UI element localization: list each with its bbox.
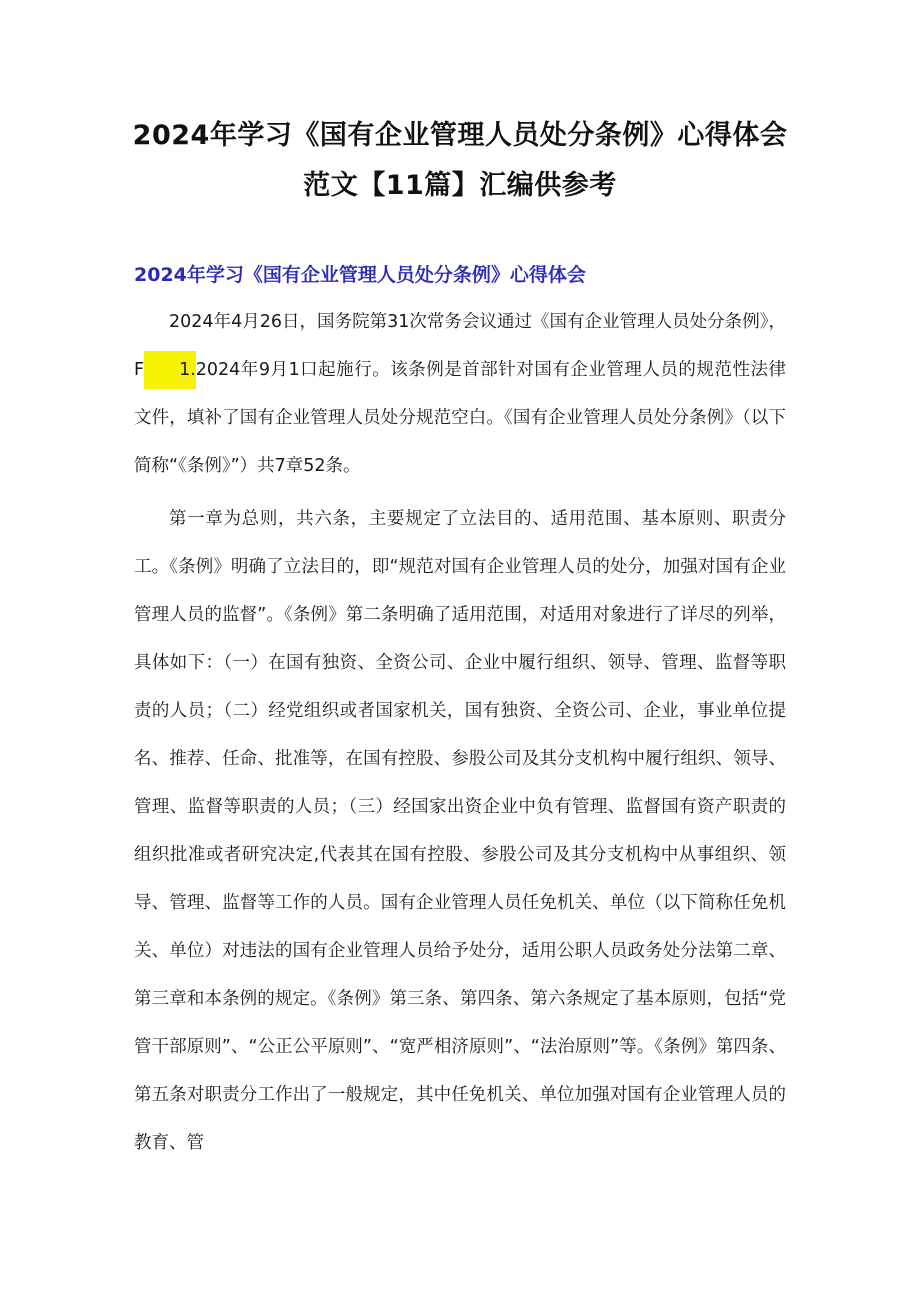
paragraph-2: 第一章为总则，共六条，主要规定了立法目的、适用范围、基本原则、职责分工。《条例》明确了立法目的，即“规范对国有企业管理人员的处分，加强对国有企业管理人员的监督”。《条例》第二条明确了适用范围，对适用对象进行了详尽的列举，具体如下：（一）在国有独资、全资公司、企业中履行组织、领导、管理、监督等职责的人员；（二）经党组织或者国家机关，国有独资、全资公司、企业，事业单位提名、推荐、任命、批准等，在国有控股、参股公司及其分支机构中履行组织、领导、管理、监督等职责的人员；（三）经国家出资企业中负有管理、监督国有资产职责的组织批准或者研究决定,代表其在国有控股、参股公司及其分支机构中从事组织、领导、管理、监督等工作的人员。国有企业管理人员任免机关、单位（以下简称任免机关、单位）对违法的国有企业管理人员给予处分，适用公职人员政务处分法第二章、第三章和本条例的规定。《条例》第三条、第四条、第六条规定了基本原则，包括“党管干部原则”、“公正公平原则”、“宽严相济原则”、“法治原则”等。《条例》第四条、第五条对职责分工作出了一般规定，其中任免机关、单位加强对国有企业管理人员的教育、管 (134, 509, 786, 1153)
document-title-line1: 2024年学习《国有企业管理人员处分条例》心得体会 (132, 120, 788, 151)
paragraph-1-text-before: 2024年4月26日，国务院第31次常务会议通过《国有企业管理人员处分条例》，F (134, 312, 786, 380)
paragraph-1 (134, 298, 786, 490)
section-heading: 2024年学习《国有企业管理人员处分条例》心得体会 (134, 264, 586, 286)
document-title-line2: 范文【11篇】汇编供参考 (303, 170, 617, 201)
paragraph-1-text-after: 2024年9月1口起施行。该条例是首部针对国有企业管理人员的规范性法律文件，填补了国有企业管理人员处分规范空白。《国有企业管理人员处分条例》（以下简称“《条例》”）共7章52条。 (134, 360, 786, 476)
highlighted-text: 1. (144, 351, 196, 389)
